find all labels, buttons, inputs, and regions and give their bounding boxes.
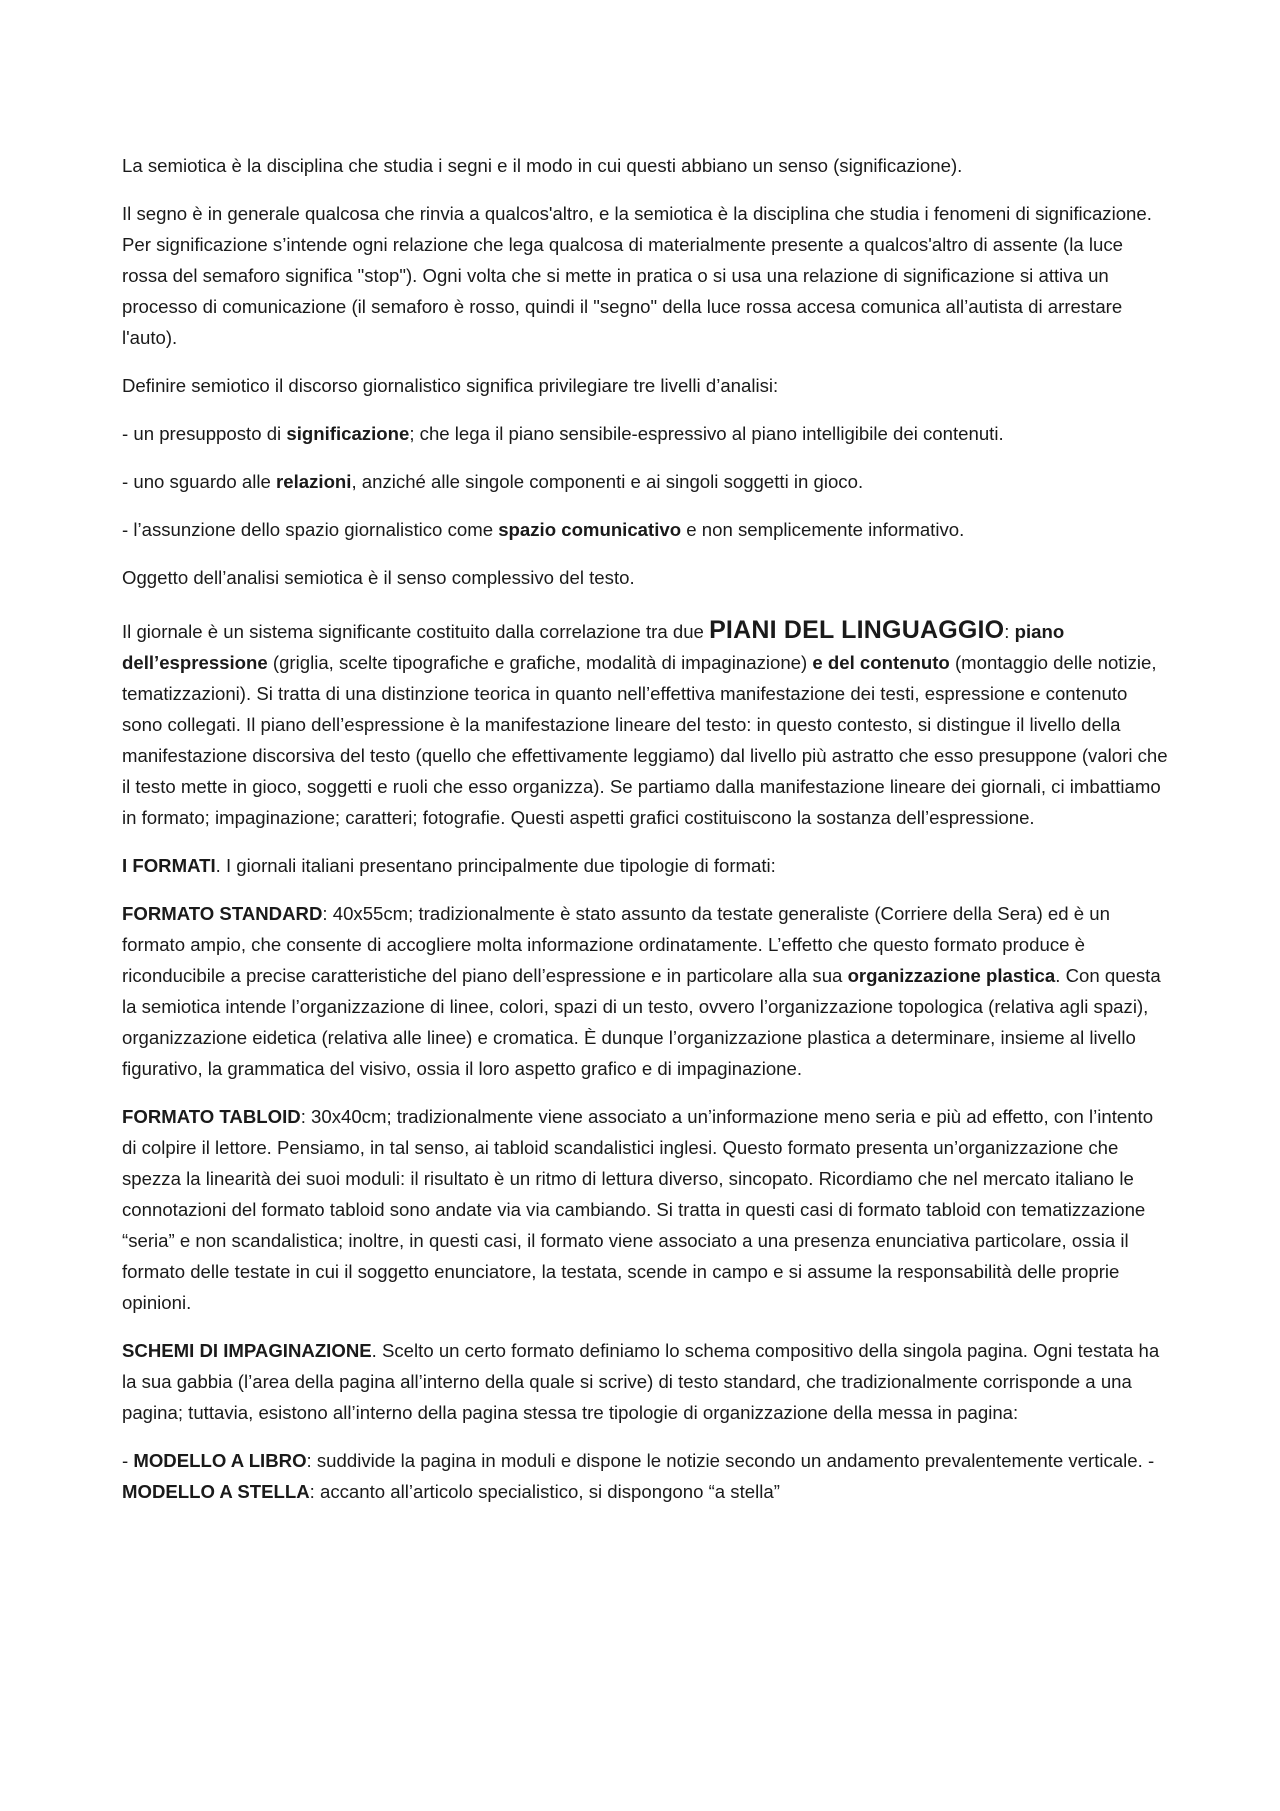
document-page <box>122 150 1168 1524</box>
paragraph-formato-tabloid: FORMATO TABLOID: 30x40cm; tradizionalmente viene associato a un’informazione meno seria e più ad effetto, con l’intento di colpire il lettore. Pensiamo, in tal senso, ai tabloid scandalistici inglesi. Questo formato presenta un’organizzazione che spezza la linearità dei suoi moduli: il risultato è un ritmo di lettura diverso, sincopato. Ricordiamo che nel mercato italiano le connotazioni del formato tabloid sono andate via via cambiando. Si tratta in questi casi di formato tabloid con tematizzazione “seria” e non scandalistica; inoltre, in questi casi, il formato viene associato a una presenza enunciativa particolare, ossia il formato delle testate in cui il soggetto enunciatore, la testata, scende in campo e si assume la responsabilità delle proprie opinioni. <box>122 1106 1154 1313</box>
list-item-spazio: - l’assunzione dello spazio giornalistico come spazio comunicativo e non semplicemente informativo. <box>122 519 965 540</box>
paragraph-oggetto: Oggetto dell’analisi semiotica è il senso complessivo del testo. <box>122 567 635 588</box>
paragraph-livelli: Definire semiotico il discorso giornalistico significa privilegiare tre livelli d’analisi: <box>122 375 779 396</box>
paragraph-formati: I FORMATI. I giornali italiani presentano principalmente due tipologie di formati: <box>122 855 776 876</box>
paragraph-schemi: SCHEMI DI IMPAGINAZIONE. Scelto un certo formato definiamo lo schema compositivo della singola pagina. Ogni testata ha la sua gabbia (l’area della pagina all’interno della quale si scrive) di testo standard, che tradizionalmente corrisponde a una pagina; tuttavia, esistono all’interno della pagina stessa tre tipologie di organizzazione della messa in pagina: <box>122 1340 1160 1423</box>
paragraph-modelli: - MODELLO A LIBRO: suddivide la pagina in moduli e dispone le notizie secondo un andamento prevalentemente verticale. - MODELLO A STELLA: accanto all’articolo specialistico, si dispongono “a stella” <box>122 1450 1155 1502</box>
list-item-significazione: - un presupposto di significazione; che lega il piano sensibile-espressivo al piano intelligibile dei contenuti. <box>122 423 1004 444</box>
list-item-relazioni: - uno sguardo alle relazioni, anziché alle singole componenti e ai singoli soggetti in gioco. <box>122 471 864 492</box>
paragraph-intro: La semiotica è la disciplina che studia i segni e il modo in cui questi abbiano un senso (significazione). <box>122 155 963 176</box>
paragraph-piani: Il giornale è un sistema significante costituito dalla correlazione tra due PIANI DEL LINGUAGGIO: piano dell’espressione (griglia, scelte tipografiche e grafiche, modalità di impaginazione) e del contenuto (montaggio delle notizie, tematizzazioni). Si tratta di una distinzione teorica in quanto nell’effettiva manifestazione dei testi, espressione e contenuto sono collegati. Il piano dell’espressione è la manifestazione lineare del testo: in questo contesto, si distingue il livello della manifestazione discorsiva del testo (quello che effettivamente leggiamo) dal livello più astratto che esso presuppone (valori che il testo mette in gioco, soggetti e ruoli che esso organizza). Se partiamo dalla manifestazione lineare dei giornali, ci imbattiamo in formato; impaginazione; caratteri; fotografie. Questi aspetti grafici costituiscono la sostanza dell’espressione. <box>122 616 1168 828</box>
paragraph-formato-standard: FORMATO STANDARD: 40x55cm; tradizionalmente è stato assunto da testate generaliste (Corriere della Sera) ed è un formato ampio, che consente di accogliere molta informazione ordinatamente. L’effetto che questo formato produce è riconducibile a precise caratteristiche del piano dell’espressione e in particolare alla sua organizzazione plastica. Con questa la semiotica intende l’organizzazione di linee, colori, spazi di un testo, ovvero l’organizzazione topologica (relativa agli spazi), organizzazione eidetica (relativa alle linee) e cromatica. È dunque l’organizzazione plastica a determinare, insieme al livello figurativo, la grammatica del visivo, ossia il loro aspetto grafico e di impaginazione. <box>122 903 1161 1079</box>
heading-piani-linguaggio: PIANI DEL LINGUAGGIO <box>709 616 1005 644</box>
paragraph-segno: Il segno è in generale qualcosa che rinvia a qualcos'altro, e la semiotica è la disciplina che studia i fenomeni di significazione. Per significazione s’intende ogni relazione che lega qualcosa di materialmente presente a qualcos'altro di assente (la luce rossa del semaforo significa "stop"). Ogni volta che si mette in pratica o si usa una relazione di significazione si attiva un processo di comunicazione (il semaforo è rosso, quindi il "segno" della luce rossa accesa comunica all’autista di arrestare l'auto). <box>122 203 1152 348</box>
